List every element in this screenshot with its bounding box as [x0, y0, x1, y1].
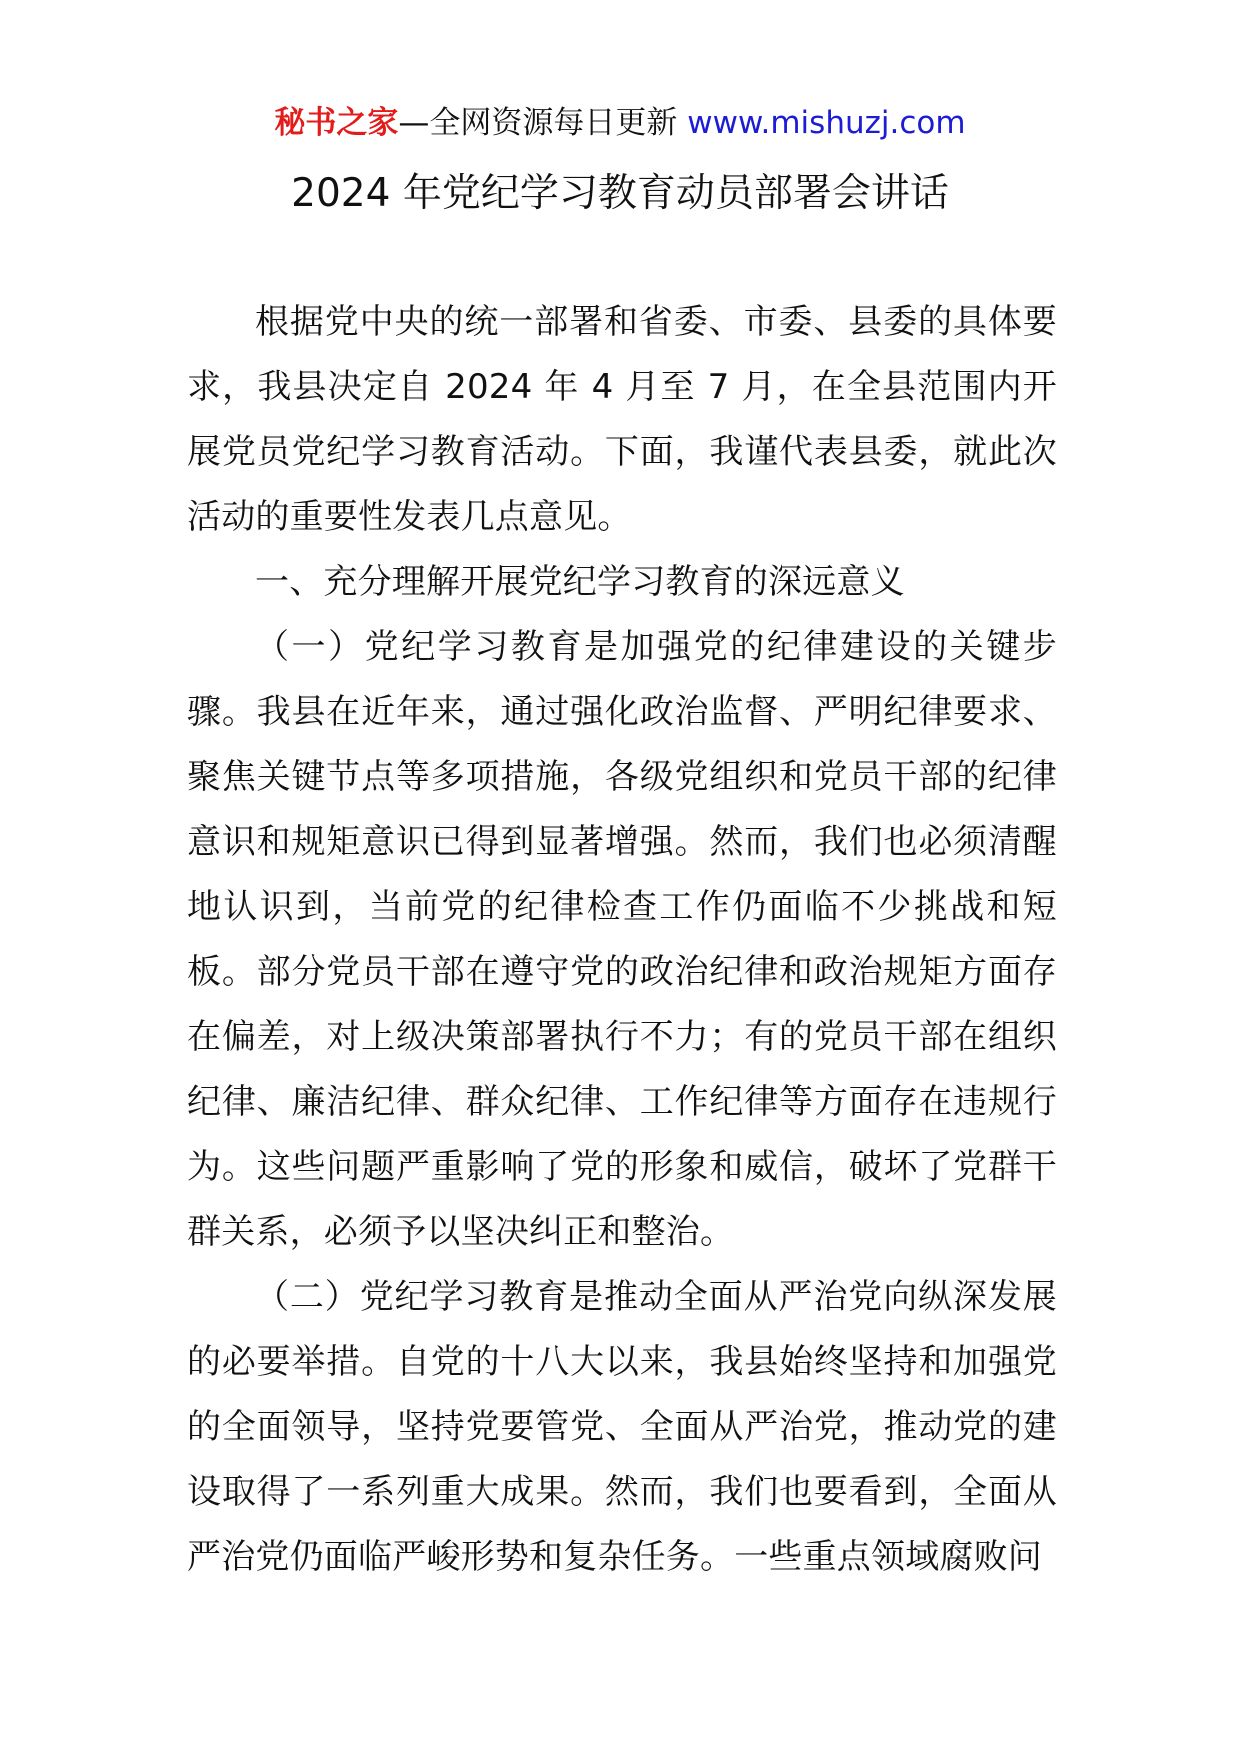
paragraph-point-2: （二）党纪学习教育是推动全面从严治党向纵深发展的必要举措。自党的十八大以来，我县始终坚持和加强党的全面领导，坚持党要管党、全面从严治党，推动党的建设取得了一系列重大成果。然而，我们也要看到，全面从严治党仍面临严峻形势和复杂任务。一些重点领域腐败问 [187, 1277, 1057, 1577]
site-brand: 秘书之家 [274, 105, 399, 141]
site-url-link[interactable]: www.mishuzj.com [687, 105, 966, 141]
paragraph-intro: 根据党中央的统一部署和省委、市委、县委的具体要求，我县决定自 2024 年 4 月至 7 月，在全县范围内开展党员党纪学习教育活动。下面，我谨代表县委，就此次活动的重要性发表几点意见。 [187, 302, 1057, 537]
site-tagline: —全网资源每日更新 [398, 105, 688, 141]
document-body [187, 290, 1057, 1590]
site-header [0, 100, 1240, 146]
section-heading-1: 一、充分理解开展党纪学习教育的深远意义 [255, 562, 905, 602]
paragraph-point-1: （一）党纪学习教育是加强党的纪律建设的关键步骤。我县在近年来，通过强化政治监督、严明纪律要求、聚焦关键节点等多项措施，各级党组织和党员干部的纪律意识和规矩意识已得到显著增强。然而，我们也必须清醒地认识到，当前党的纪律检查工作仍面临不少挑战和短板。部分党员干部在遵守党的政治纪律和政治规矩方面存在偏差，对上级决策部署执行不力；有的党员干部在组织纪律、廉洁纪律、群众纪律、工作纪律等方面存在违规行为。这些问题严重影响了党的形象和威信，破坏了党群干群关系，必须予以坚决纠正和整治。 [187, 627, 1057, 1252]
document-title: 2024 年党纪学习教育动员部署会讲话 [291, 171, 949, 216]
